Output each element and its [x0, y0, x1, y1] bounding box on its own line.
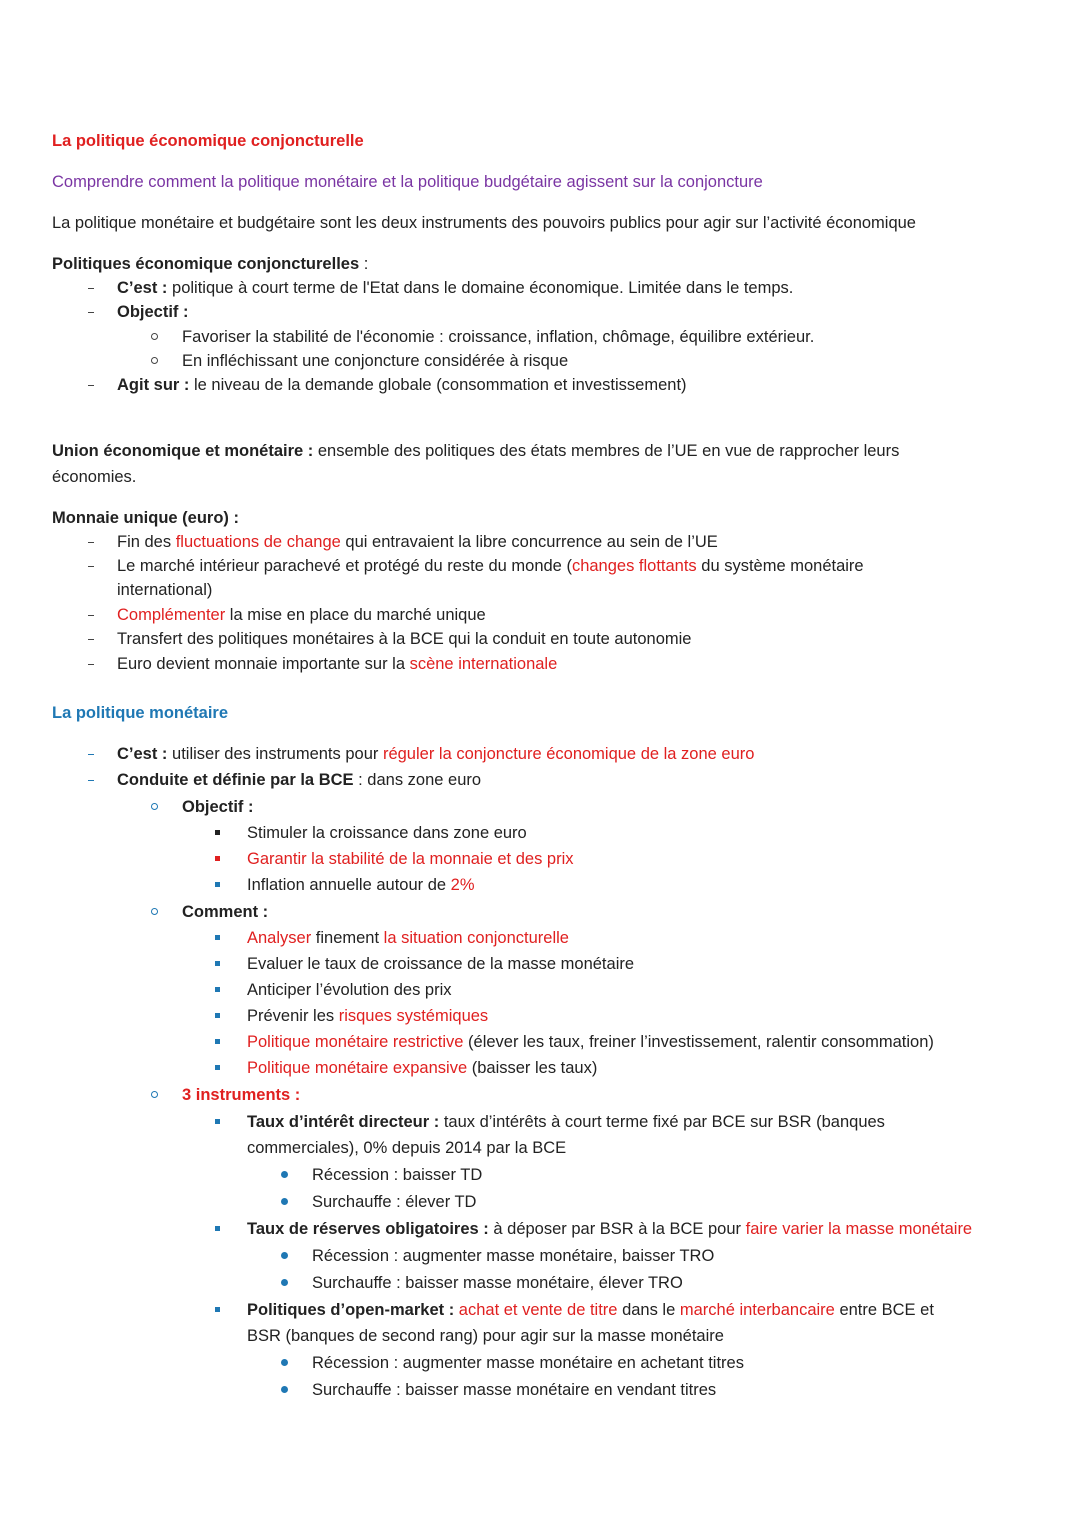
instrument-reserves: Taux de réserves obligatoires : à déposer par BSR à la BCE pour faire varier la masse monétaire: [247, 1220, 973, 1238]
dash-bullet: [88, 754, 94, 755]
uem-label: Union économique et monétaire :: [52, 442, 314, 460]
dot-bullet: [281, 1171, 288, 1178]
reserves-recession: Récession : augmenter masse monétaire, baisser TRO: [312, 1247, 715, 1265]
open-market-surchauffe: Surchauffe : baisser masse monétaire en vendant titres: [312, 1381, 717, 1399]
pec-objectif-1: Favoriser la stabilité de l'économie : croissance, inflation, chômage, équilibre extérieur.: [182, 328, 815, 346]
square-bullet: [215, 830, 220, 835]
pm-comment-5: Politique monétaire restrictive (élever les taux, freiner l’investissement, ralentir consommation): [247, 1033, 934, 1051]
monnaie-heading: Monnaie unique (euro) :: [52, 509, 239, 527]
circle-bullet: [151, 908, 158, 915]
pm-cest: C’est : utiliser des instruments pour réguler la conjoncture économique de la zone euro: [117, 745, 755, 763]
square-bullet: [215, 856, 220, 861]
pm-comment-1: Analyser finement la situation conjoncturelle: [247, 929, 569, 947]
monnaie-item-3: Complémenter la mise en place du marché unique: [117, 606, 486, 624]
pec-heading-colon: :: [359, 255, 369, 273]
circle-bullet: [151, 333, 158, 340]
intro-paragraph: La politique monétaire et budgétaire sont les deux instruments des pouvoirs publics pour agir sur l’activité économique: [52, 214, 916, 232]
dash-bullet: [88, 566, 94, 567]
square-bullet: [215, 1307, 220, 1312]
pec-heading: Politiques économique conjoncturelles: [52, 255, 360, 273]
circle-bullet: [151, 803, 158, 810]
pec-objectif-2: En infléchissant une conjoncture considérée à risque: [182, 352, 569, 370]
pm-heading: La politique monétaire: [52, 704, 229, 722]
instrument-taux-directeur-cont: commerciales), 0% depuis 2014 par la BCE: [247, 1139, 567, 1157]
monnaie-item-4: Transfert des politiques monétaires à la BCE qui la conduit en toute autonomie: [117, 630, 692, 648]
uem-line-1: [52, 439, 899, 463]
pm-comment-4: Prévenir les risques systémiques: [247, 1007, 489, 1025]
monnaie-item-2-cont: international): [117, 581, 213, 599]
square-bullet: [215, 1119, 220, 1124]
pec-cest: [117, 276, 793, 300]
square-bullet: [215, 1065, 220, 1070]
dot-bullet: [281, 1359, 288, 1366]
circle-bullet: [151, 1091, 158, 1098]
square-bullet: [215, 987, 220, 992]
square-bullet: [215, 1039, 220, 1044]
pm-objectif-label: Objectif :: [182, 798, 254, 816]
pm-comment-6: Politique monétaire expansive (baisser les taux): [247, 1059, 598, 1077]
open-market-recession: Récession : augmenter masse monétaire en achetant titres: [312, 1354, 744, 1372]
page-title: La politique économique conjoncturelle: [52, 132, 364, 150]
square-bullet: [215, 961, 220, 966]
pm-objectif-1: Stimuler la croissance dans zone euro: [247, 824, 527, 842]
dash-bullet: [88, 639, 94, 640]
monnaie-item-2: Le marché intérieur parachevé et protégé du reste du monde (changes flottants du système monétaire: [117, 557, 864, 575]
pm-comment-2: Evaluer le taux de croissance de la masse monétaire: [247, 955, 635, 973]
pm-instruments-label: 3 instruments :: [182, 1086, 301, 1104]
pm-comment-label: Comment :: [182, 903, 269, 921]
dash-bullet: [88, 288, 94, 289]
reserves-surchauffe: Surchauffe : baisser masse monétaire, élever TRO: [312, 1274, 683, 1292]
square-bullet: [215, 1226, 220, 1231]
pec-cest-text: politique à court terme de l'Etat dans le domaine économique. Limitée dans le temps.: [167, 279, 794, 297]
monnaie-item-1: Fin des fluctuations de change qui entravaient la libre concurrence au sein de l’UE: [117, 533, 718, 551]
square-bullet: [215, 1013, 220, 1018]
dash-bullet: [88, 385, 94, 386]
taux-directeur-recession: Récession : baisser TD: [312, 1166, 483, 1184]
pm-objectif-3: Inflation annuelle autour de 2%: [247, 876, 475, 894]
dash-bullet: [88, 615, 94, 616]
square-bullet: [215, 935, 220, 940]
dot-bullet: [281, 1386, 288, 1393]
instrument-open-market-cont: BSR (banques de second rang) pour agir sur la masse monétaire: [247, 1327, 724, 1345]
dash-bullet: [88, 780, 94, 781]
dash-bullet: [88, 664, 94, 665]
dash-bullet: [88, 312, 94, 313]
dot-bullet: [281, 1252, 288, 1259]
pec-agit: [117, 373, 687, 397]
pec-heading-line: [52, 252, 368, 276]
dot-bullet: [281, 1279, 288, 1286]
circle-bullet: [151, 357, 158, 364]
uem-text: ensemble des politiques des états membres de l’UE en vue de rapprocher leurs: [313, 442, 900, 460]
monnaie-item-5: Euro devient monnaie importante sur la scène internationale: [117, 655, 558, 673]
pm-comment-3: Anticiper l’évolution des prix: [247, 981, 452, 999]
taux-directeur-surchauffe: Surchauffe : élever TD: [312, 1193, 477, 1211]
pec-agit-label: Agit sur :: [117, 376, 190, 394]
pec-objectif-label: Objectif :: [117, 303, 189, 321]
pm-conduite: Conduite et définie par la BCE : dans zone euro: [117, 771, 482, 789]
dot-bullet: [281, 1198, 288, 1205]
page-subtitle: Comprendre comment la politique monétaire et la politique budgétaire agissent sur la conjoncture: [52, 173, 763, 191]
square-bullet: [215, 882, 220, 887]
instrument-taux-directeur: Taux d’intérêt directeur : taux d’intérêts à court terme fixé par BCE sur BSR (banques: [247, 1113, 885, 1131]
pm-objectif-2: Garantir la stabilité de la monnaie et des prix: [247, 850, 574, 868]
pec-cest-label: C’est :: [117, 279, 168, 297]
pec-agit-text: le niveau de la demande globale (consommation et investissement): [189, 376, 687, 394]
uem-line-2: économies.: [52, 468, 137, 486]
instrument-open-market: Politiques d’open-market : achat et vente de titre dans le marché interbancaire entre BCE et: [247, 1301, 934, 1319]
dash-bullet: [88, 542, 94, 543]
